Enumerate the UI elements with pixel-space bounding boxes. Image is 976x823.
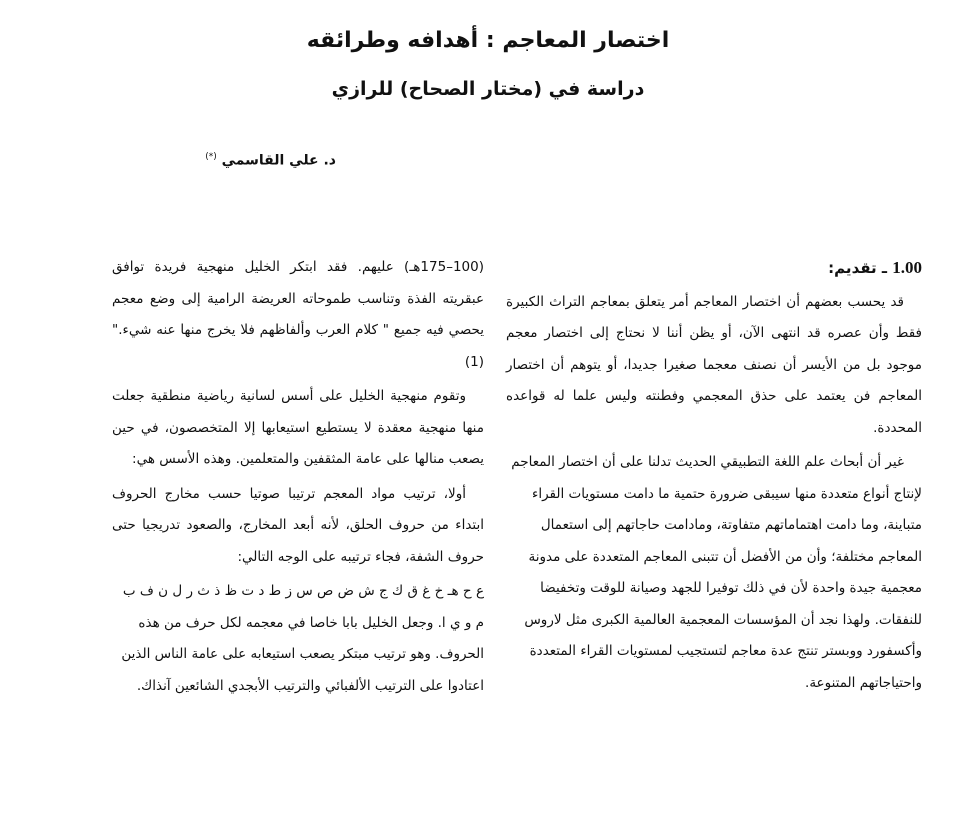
author-byline (205, 152, 336, 169)
author-footnote-mark: (*) (205, 152, 217, 162)
paragraph: (100–175هـ) عليهم. فقد ابتكر الخليل منهجية فريدة توافق عبقريته الفذة وتناسب طموحاته العريضة الرامية إلى وضع معجم يحصي فيه جميع " كلام العرب وألفاظهم فلا يخرج منها عنه شيء." (1) (112, 259, 484, 370)
paragraph: وتقوم منهجية الخليل على أسس لسانية رياضية منطقية جعلت منها منهجية معقدة لا يستطيع استيعابها إلا المتخصصون، في حين يصعب منالها على عامة المثقفين والمتعلمين. وهذه الأسس هي: (112, 388, 484, 467)
section-heading (506, 252, 922, 285)
paragraph: أولا، ترتيب مواد المعجم ترتيبا صوتيا حسب مخارج الحروف ابتداء من حروف الحلق، لأنه أبعد المخارج، والصعود تدريجيا حتى حروف الشفة، فجاء ترتيبه على الوجه التالي: (112, 485, 484, 565)
section-number: 1.00 (892, 258, 922, 277)
article-subtitle: دراسة في (مختار الصحاح) للرازي (331, 78, 645, 100)
author-name: د. علي القاسمي (221, 152, 336, 169)
paragraph: غير أن أبحاث علم اللغة التطبيقي الحديث تدلنا على أن اختصار المعاجم لإنتاج أنواع متعددة منها سيبقى ضرورة حتمية ما دامت مستويات القراء متباينة، وما دامت اهتماماتهم متفاوتة، ومادامت حاجاتهم إلى استعمال المعاجم مختلفة؛ وأن من الأفضل أن تتبنى المعاجم المتعددة على مدونة معجمية جيدة واحدة لأن في ذلك توفيرا للجهد وصيانة للوقت وتخفيضا للنفقات. ولهذا نجد أن المؤسسات المعجمية العالمية الكبرى مثل لاروس وأكسفورد ووبستر تنتج عدة معاجم لتستجيب لمستويات القراء المتعددة واحتياجاتهم المتنوعة. (511, 454, 922, 691)
paragraph: ع ح هـ خ غ ق ك ج ش ض ص س ز ط د ت ظ ذ ث ر ل ن ف ب م و ي ا. وجعل الخليل بابا خاصا في معجمه لكل حرف من هذه الحروف. وهو ترتيب مبتكر يصعب استيعابه على عامة الناس الذين اعتادوا على الترتيب الألفبائي والترتيب الأبجدي الشائعين آنذاك. (121, 583, 484, 694)
paragraph: قد يحسب بعضهم أن اختصار المعاجم أمر يتعلق بمعاجم التراث الكبيرة فقط وأن عصره قد انتهى الآن، أو يظن أننا لا نحتاج إلى اختصار معجم موجود بل من الأيسر أن نصنف معجما صغيرا جديدا، أو يتوهم أن اختصار المعاجم فن يعتمد على حذق المعجمي وفطنته وليس علما له قواعده المحددة. (506, 293, 922, 436)
article-title: اختصار المعاجم : أهدافه وطرائقه (306, 28, 670, 53)
section-label: ـ تقديم: (828, 259, 888, 277)
right-column (506, 252, 922, 699)
left-column (112, 252, 484, 702)
